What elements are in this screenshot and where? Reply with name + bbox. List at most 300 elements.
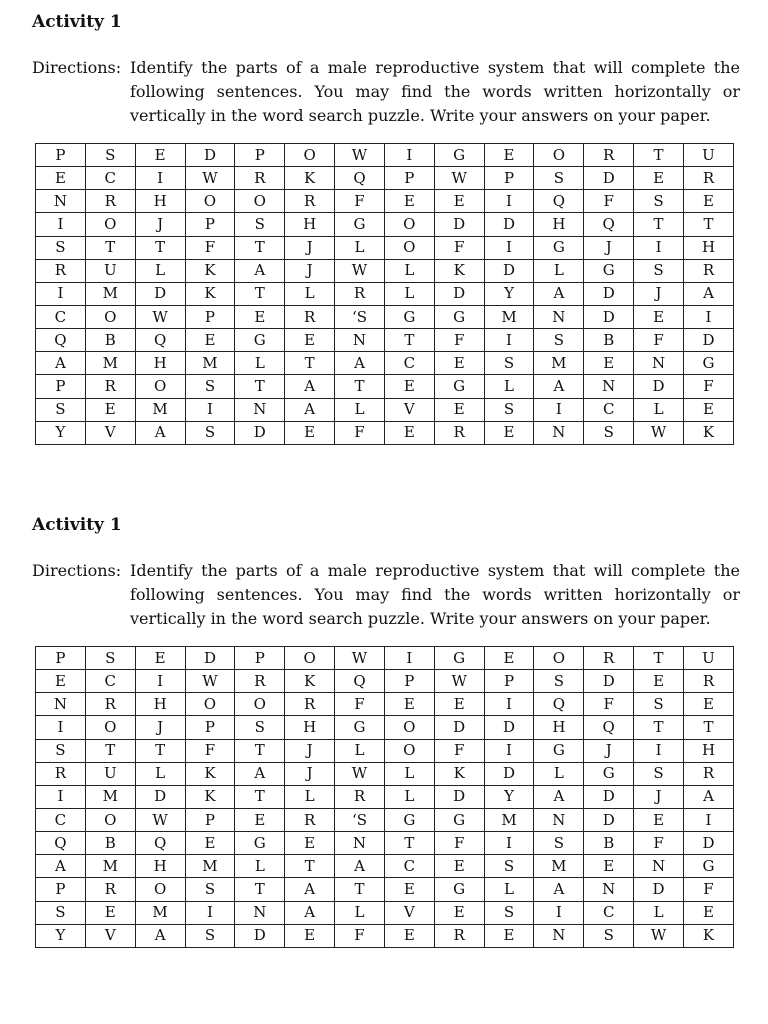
grid-cell: K — [185, 762, 235, 785]
grid-cell: K — [285, 167, 335, 190]
grid-cell: H — [534, 213, 584, 236]
grid-cell: L — [285, 785, 335, 808]
grid-cell: A — [135, 421, 185, 444]
grid-cell: I — [135, 167, 185, 190]
grid-cell: D — [584, 808, 634, 831]
grid-cell: N — [534, 924, 584, 947]
grid-cell: I — [185, 901, 235, 924]
grid-cell: E — [285, 832, 335, 855]
grid-cell: M — [534, 855, 584, 878]
grid-cell: K — [185, 259, 235, 282]
grid-cell: I — [683, 808, 733, 831]
grid-cell: G — [384, 808, 434, 831]
grid-cell: E — [434, 693, 484, 716]
grid-cell: T — [235, 282, 285, 305]
grid-cell: F — [434, 236, 484, 259]
grid-cell: H — [534, 716, 584, 739]
grid-cell: Q — [534, 693, 584, 716]
grid-cell: K — [683, 924, 733, 947]
grid-cell: C — [584, 901, 634, 924]
grid-cell: P — [185, 213, 235, 236]
grid-cell: D — [434, 213, 484, 236]
grid-row — [36, 305, 734, 328]
grid-cell: F — [584, 693, 634, 716]
grid-cell: S — [584, 421, 634, 444]
grid-cell: F — [434, 832, 484, 855]
grid-cell: E — [384, 375, 434, 398]
grid-cell: K — [185, 785, 235, 808]
grid-cell: E — [384, 878, 434, 901]
grid-cell: P — [235, 647, 285, 670]
grid-cell: T — [235, 785, 285, 808]
grid-cell: A — [285, 398, 335, 421]
grid-cell: L — [634, 901, 684, 924]
grid-cell: S — [484, 398, 534, 421]
grid-cell: G — [434, 144, 484, 167]
grid-cell: R — [85, 375, 135, 398]
grid-cell: F — [335, 421, 385, 444]
grid-cell: O — [85, 305, 135, 328]
grid-cell: E — [384, 421, 434, 444]
grid-cell: D — [634, 878, 684, 901]
grid-cell: N — [584, 878, 634, 901]
grid-cell: P — [185, 305, 235, 328]
grid-cell: G — [335, 716, 385, 739]
grid-cell: W — [335, 144, 385, 167]
grid-cell: R — [584, 647, 634, 670]
grid-cell: N — [634, 352, 684, 375]
word-search-grid — [35, 143, 734, 445]
grid-cell: L — [534, 762, 584, 785]
grid-cell: C — [85, 670, 135, 693]
grid-cell: W — [335, 762, 385, 785]
grid-cell: N — [534, 421, 584, 444]
grid-cell: D — [185, 647, 235, 670]
grid-cell: T — [235, 878, 285, 901]
grid-cell: M — [135, 398, 185, 421]
grid-cell: O — [384, 236, 434, 259]
grid-cell: T — [335, 878, 385, 901]
grid-cell: R — [85, 693, 135, 716]
grid-cell: R — [683, 670, 733, 693]
grid-cell: S — [36, 739, 86, 762]
grid-cell: M — [484, 305, 534, 328]
grid-cell: A — [335, 352, 385, 375]
grid-row — [36, 808, 734, 831]
grid-cell: L — [335, 739, 385, 762]
grid-cell: P — [384, 167, 434, 190]
grid-cell: F — [584, 190, 634, 213]
grid-cell: W — [335, 647, 385, 670]
grid-cell: U — [85, 259, 135, 282]
grid-cell: W — [434, 167, 484, 190]
grid-cell: I — [484, 693, 534, 716]
grid-cell: R — [434, 924, 484, 947]
grid-cell: Y — [36, 421, 86, 444]
grid-cell: G — [335, 213, 385, 236]
grid-cell: E — [285, 421, 335, 444]
grid-cell: T — [285, 855, 335, 878]
grid-cell: F — [434, 739, 484, 762]
grid-cell: S — [634, 693, 684, 716]
grid-cell: A — [135, 924, 185, 947]
grid-cell: E — [185, 832, 235, 855]
grid-cell: A — [285, 901, 335, 924]
grid-cell: W — [185, 167, 235, 190]
grid-cell: D — [584, 670, 634, 693]
grid-cell: D — [584, 167, 634, 190]
grid-cell: Y — [36, 924, 86, 947]
directions-text: Identify the parts of a male reproductive system that will complete the following sentences. You may find the words written horizontally or vertically in the word search puzzle. Write your answers on your paper. — [130, 58, 740, 125]
grid-cell: W — [335, 259, 385, 282]
grid-cell: R — [285, 305, 335, 328]
grid-cell: F — [634, 832, 684, 855]
grid-cell: O — [135, 878, 185, 901]
grid-cell: L — [384, 282, 434, 305]
grid-cell: I — [484, 190, 534, 213]
grid-cell: I — [484, 236, 534, 259]
grid-cell: R — [235, 670, 285, 693]
activity-title: Activity 1 — [32, 515, 122, 535]
grid-cell: A — [534, 282, 584, 305]
grid-cell: E — [285, 329, 335, 352]
grid-cell: E — [384, 190, 434, 213]
grid-cell: I — [634, 739, 684, 762]
grid-cell: A — [36, 352, 86, 375]
grid-cell: W — [185, 670, 235, 693]
grid-cell: G — [434, 878, 484, 901]
grid-cell: F — [335, 693, 385, 716]
grid-row — [36, 421, 734, 444]
grid-cell: P — [185, 808, 235, 831]
grid-cell: O — [534, 144, 584, 167]
grid-cell: P — [484, 670, 534, 693]
grid-cell: K — [683, 421, 733, 444]
grid-row — [36, 398, 734, 421]
grid-cell: V — [85, 924, 135, 947]
grid-row — [36, 901, 734, 924]
grid-cell: G — [683, 352, 733, 375]
grid-cell: V — [384, 398, 434, 421]
grid-cell: S — [36, 901, 86, 924]
grid-cell: T — [85, 739, 135, 762]
grid-cell: L — [335, 236, 385, 259]
grid-cell: D — [683, 832, 733, 855]
grid-cell: I — [484, 329, 534, 352]
grid-cell: M — [85, 352, 135, 375]
grid-cell: E — [683, 901, 733, 924]
grid-cell: A — [534, 375, 584, 398]
grid-cell: Q — [36, 832, 86, 855]
grid-cell: O — [235, 190, 285, 213]
grid-cell: S — [534, 832, 584, 855]
grid-cell: O — [235, 693, 285, 716]
grid-cell: O — [384, 213, 434, 236]
grid-cell: S — [634, 259, 684, 282]
grid-cell: H — [285, 213, 335, 236]
grid-cell: Y — [484, 282, 534, 305]
grid-cell: E — [434, 855, 484, 878]
grid-cell: W — [135, 808, 185, 831]
grid-cell: R — [235, 167, 285, 190]
grid-cell: A — [36, 855, 86, 878]
grid-cell: G — [534, 739, 584, 762]
grid-cell: F — [335, 190, 385, 213]
grid-cell: C — [85, 167, 135, 190]
grid-cell: S — [36, 236, 86, 259]
grid-cell: Q — [36, 329, 86, 352]
grid-cell: T — [135, 739, 185, 762]
grid-cell: E — [584, 855, 634, 878]
grid-cell: I — [534, 901, 584, 924]
grid-cell: E — [634, 670, 684, 693]
grid-cell: E — [235, 305, 285, 328]
grid-row — [36, 762, 734, 785]
grid-row — [36, 716, 734, 739]
grid-cell: H — [135, 855, 185, 878]
grid-cell: F — [683, 375, 733, 398]
grid-cell: B — [85, 329, 135, 352]
grid-cell: ‘S — [335, 808, 385, 831]
grid-cell: B — [584, 832, 634, 855]
grid-row — [36, 375, 734, 398]
grid-cell: D — [235, 924, 285, 947]
grid-cell: G — [384, 305, 434, 328]
grid-cell: C — [36, 808, 86, 831]
grid-row — [36, 785, 734, 808]
grid-cell: W — [634, 421, 684, 444]
grid-cell: E — [85, 901, 135, 924]
grid-cell: G — [434, 647, 484, 670]
grid-cell: S — [185, 421, 235, 444]
grid-cell: E — [484, 924, 534, 947]
grid-cell: O — [85, 716, 135, 739]
grid-cell: D — [484, 259, 534, 282]
grid-cell: S — [185, 878, 235, 901]
grid-cell: H — [135, 190, 185, 213]
grid-cell: A — [534, 878, 584, 901]
grid-cell: S — [185, 375, 235, 398]
grid-cell: H — [135, 352, 185, 375]
grid-cell: G — [584, 259, 634, 282]
grid-cell: J — [584, 236, 634, 259]
grid-row — [36, 878, 734, 901]
grid-cell: N — [36, 190, 86, 213]
grid-cell: E — [285, 924, 335, 947]
grid-cell: H — [135, 693, 185, 716]
grid-cell: M — [534, 352, 584, 375]
grid-cell: D — [584, 305, 634, 328]
grid-cell: Q — [335, 167, 385, 190]
grid-cell: I — [185, 398, 235, 421]
grid-cell: T — [285, 352, 335, 375]
grid-cell: S — [584, 924, 634, 947]
grid-cell: T — [135, 236, 185, 259]
grid-cell: I — [384, 144, 434, 167]
grid-cell: N — [534, 808, 584, 831]
grid-cell: S — [36, 398, 86, 421]
grid-cell: P — [36, 878, 86, 901]
grid-cell: E — [384, 693, 434, 716]
grid-row — [36, 282, 734, 305]
grid-cell: O — [85, 213, 135, 236]
grid-cell: L — [484, 375, 534, 398]
grid-cell: R — [335, 785, 385, 808]
grid-row — [36, 647, 734, 670]
grid-cell: E — [434, 352, 484, 375]
grid-cell: T — [384, 832, 434, 855]
grid-cell: W — [634, 924, 684, 947]
grid-cell: J — [285, 236, 335, 259]
grid-cell: M — [85, 282, 135, 305]
grid-cell: O — [185, 190, 235, 213]
grid-cell: D — [135, 282, 185, 305]
grid-cell: R — [584, 144, 634, 167]
grid-cell: S — [85, 144, 135, 167]
grid-cell: E — [85, 398, 135, 421]
grid-cell: S — [85, 647, 135, 670]
grid-cell: D — [484, 716, 534, 739]
grid-cell: G — [235, 329, 285, 352]
grid-cell: A — [235, 259, 285, 282]
grid-cell: O — [285, 144, 335, 167]
grid-cell: R — [36, 259, 86, 282]
grid-cell: E — [634, 167, 684, 190]
grid-cell: V — [384, 901, 434, 924]
grid-cell: G — [434, 375, 484, 398]
grid-cell: S — [484, 901, 534, 924]
grid-cell: I — [683, 305, 733, 328]
grid-cell: O — [185, 693, 235, 716]
grid-cell: I — [484, 832, 534, 855]
grid-cell: A — [683, 785, 733, 808]
grid-cell: Q — [135, 329, 185, 352]
grid-cell: Q — [584, 716, 634, 739]
activity-title: Activity 1 — [32, 12, 122, 32]
grid-cell: L — [534, 259, 584, 282]
grid-cell: G — [683, 855, 733, 878]
grid-row — [36, 190, 734, 213]
grid-cell: O — [384, 739, 434, 762]
grid-cell: D — [584, 282, 634, 305]
grid-cell: R — [285, 693, 335, 716]
grid-cell: Q — [335, 670, 385, 693]
grid-cell: Q — [584, 213, 634, 236]
grid-cell: J — [584, 739, 634, 762]
grid-cell: S — [534, 670, 584, 693]
grid-row — [36, 693, 734, 716]
grid-row — [36, 352, 734, 375]
grid-cell: A — [534, 785, 584, 808]
grid-cell: V — [85, 421, 135, 444]
grid-cell: P — [185, 716, 235, 739]
grid-cell: L — [634, 398, 684, 421]
grid-cell: O — [85, 808, 135, 831]
grid-cell: D — [135, 785, 185, 808]
grid-cell: P — [484, 167, 534, 190]
grid-cell: I — [36, 785, 86, 808]
grid-cell: H — [285, 716, 335, 739]
grid-cell: M — [85, 855, 135, 878]
grid-cell: N — [584, 375, 634, 398]
grid-row — [36, 739, 734, 762]
grid-cell: K — [434, 259, 484, 282]
grid-cell: A — [683, 282, 733, 305]
grid-cell: I — [484, 739, 534, 762]
grid-cell: L — [384, 259, 434, 282]
word-search-grid — [35, 646, 734, 948]
directions-label: Directions: — [32, 561, 122, 580]
grid-cell: B — [85, 832, 135, 855]
grid-cell: U — [85, 762, 135, 785]
grid-cell: E — [683, 190, 733, 213]
grid-cell: I — [534, 398, 584, 421]
grid-cell: S — [534, 167, 584, 190]
grid-cell: L — [235, 855, 285, 878]
grid-row — [36, 924, 734, 947]
grid-cell: R — [285, 808, 335, 831]
grid-row — [36, 213, 734, 236]
directions-label: Directions: — [32, 58, 122, 77]
grid-cell: O — [384, 716, 434, 739]
grid-cell: L — [335, 398, 385, 421]
grid-cell: D — [434, 282, 484, 305]
grid-cell: F — [683, 878, 733, 901]
grid-cell: A — [285, 878, 335, 901]
grid-cell: E — [634, 808, 684, 831]
grid-cell: T — [235, 375, 285, 398]
grid-cell: O — [135, 375, 185, 398]
grid-cell: R — [434, 421, 484, 444]
grid-cell: R — [85, 878, 135, 901]
grid-cell: S — [484, 352, 534, 375]
grid-cell: D — [235, 421, 285, 444]
grid-cell: J — [634, 282, 684, 305]
grid-cell: J — [634, 785, 684, 808]
grid-cell: D — [434, 785, 484, 808]
grid-cell: P — [36, 375, 86, 398]
grid-cell: A — [285, 375, 335, 398]
grid-row — [36, 670, 734, 693]
grid-cell: I — [634, 236, 684, 259]
grid-cell: A — [335, 855, 385, 878]
grid-cell: F — [434, 329, 484, 352]
grid-cell: C — [384, 855, 434, 878]
grid-cell: L — [285, 282, 335, 305]
grid-cell: C — [384, 352, 434, 375]
grid-cell: N — [335, 329, 385, 352]
grid-row — [36, 144, 734, 167]
grid-cell: E — [384, 924, 434, 947]
grid-cell: B — [584, 329, 634, 352]
grid-cell: M — [135, 901, 185, 924]
grid-cell: G — [235, 832, 285, 855]
grid-cell: D — [484, 762, 534, 785]
grid-cell: L — [484, 878, 534, 901]
grid-cell: J — [285, 739, 335, 762]
grid-cell: G — [534, 236, 584, 259]
grid-cell: P — [36, 647, 86, 670]
grid-cell: R — [335, 282, 385, 305]
grid-cell: T — [384, 329, 434, 352]
grid-cell: H — [683, 739, 733, 762]
grid-cell: R — [683, 762, 733, 785]
grid-cell: D — [484, 213, 534, 236]
grid-cell: E — [434, 190, 484, 213]
grid-cell: O — [534, 647, 584, 670]
grid-cell: P — [235, 144, 285, 167]
grid-cell: J — [135, 213, 185, 236]
